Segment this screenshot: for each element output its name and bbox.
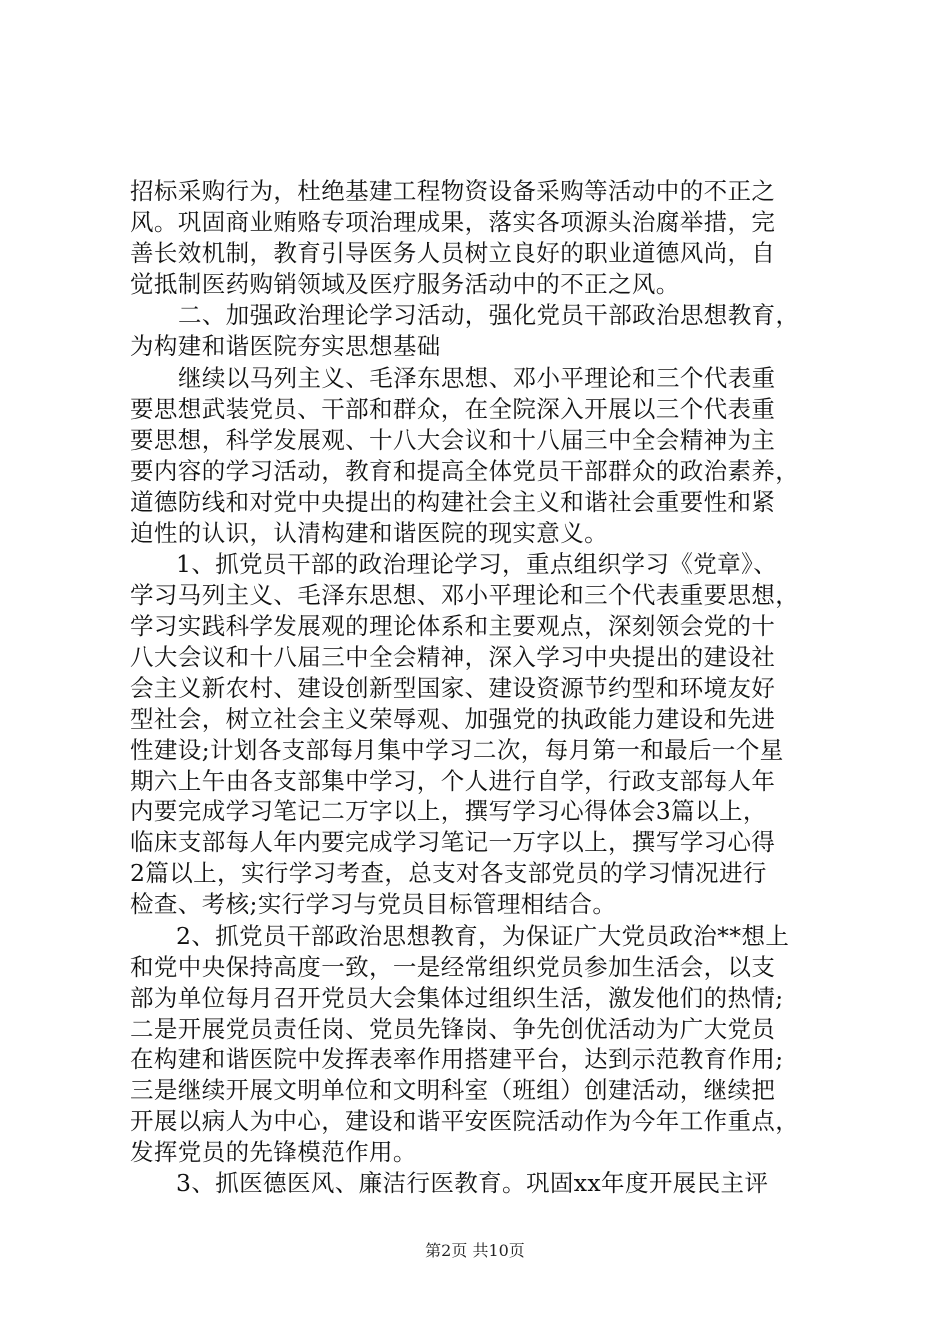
text-line: 临床支部每人年内要完成学习笔记一万字以上，撰写学习心得 <box>130 828 776 857</box>
text-line: 八大会议和十八届三中全会精神，深入学习中央提出的建设社 <box>130 643 776 672</box>
text-line: 和党中央保持高度一致，一是经常组织党员参加生活会，以支 <box>130 952 776 981</box>
text-line: 学习实践科学发展观的理论体系和主要观点，深刻领会党的十 <box>130 612 776 641</box>
text-line: 内要完成学习笔记二万字以上，撰写学习心得体会3篇以上， <box>130 797 767 826</box>
text-line: 道德防线和对党中央提出的构建社会主义和谐社会重要性和紧 <box>130 487 776 516</box>
section-heading-line: 为构建和谐医院夯实思想基础 <box>130 332 441 361</box>
text-line: 部为单位每月召开党员大会集体过组织生活，激发他们的热情; <box>130 983 784 1012</box>
text-line: 1、抓党员干部的政治理论学习，重点组织学习《党章》、 <box>176 550 778 579</box>
page-number-footer: 第2页 共10页 <box>425 1241 525 1260</box>
text-line: 开展以病人为中心，建设和谐平安医院活动作为今年工作重点， <box>130 1107 800 1136</box>
text-line: 发挥党员的先锋模范作用。 <box>130 1138 417 1167</box>
text-line: 觉抵制医药购销领域及医疗服务活动中的不正之风。 <box>130 269 680 298</box>
text-line: 风。巩固商业贿赂专项治理成果，落实各项源头治腐举措，完 <box>130 207 776 236</box>
text-line: 二是开展党员责任岗、党员先锋岗、争先创优活动为广大党员 <box>130 1014 776 1043</box>
text-line: 善长效机制，教育引导医务人员树立良好的职业道德风尚，自 <box>130 238 776 267</box>
text-line: 会主义新农村、建设创新型国家、建设资源节约型和环境友好 <box>130 673 776 702</box>
text-line: 要内容的学习活动，教育和提高全体党员干部群众的政治素养， <box>130 456 800 485</box>
text-line: 2篇以上，实行学习考查，总支对各支部党员的学习情况进行 <box>130 859 767 888</box>
text-line: 3、抓医德医风、廉洁行医教育。巩固xx年度开展民主评 <box>176 1169 769 1197</box>
text-line: 2、抓党员干部政治思想教育，为保证广大党员政治**想上 <box>176 921 790 950</box>
text-line: 招标采购行为，杜绝基建工程物资设备采购等活动中的不正之 <box>130 177 776 205</box>
text-line: 迫性的认识，认清构建和谐医院的现实意义。 <box>130 518 608 547</box>
text-line: 继续以马列主义、毛泽东思想、邓小平理论和三个代表重 <box>178 364 776 393</box>
text-line: 要思想，科学发展观、十八大会议和十八届三中全会精神为主 <box>130 425 776 454</box>
section-heading-line: 二、加强政治理论学习活动，强化党员干部政治思想教育， <box>178 301 800 330</box>
text-line: 型社会，树立社会主义荣辱观、加强党的执政能力建设和先进 <box>130 704 776 733</box>
text-line: 要思想武装党员、干部和群众，在全院深入开展以三个代表重 <box>130 395 776 424</box>
text-line: 学习马列主义、毛泽东思想、邓小平理论和三个代表重要思想， <box>130 581 800 610</box>
text-line: 在构建和谐医院中发挥表率作用搭建平台，达到示范教育作用; <box>130 1045 784 1074</box>
text-line: 检查、考核;实行学习与党员目标管理相结合。 <box>130 890 617 919</box>
text-line: 性建设;计划各支部每月集中学习二次，每月第一和最后一个星 <box>130 735 784 764</box>
text-line: 三是继续开展文明单位和文明科室（班组）创建活动，继续把 <box>130 1076 776 1105</box>
text-line: 期六上午由各支部集中学习，个人进行自学，行政支部每人年 <box>130 766 776 795</box>
